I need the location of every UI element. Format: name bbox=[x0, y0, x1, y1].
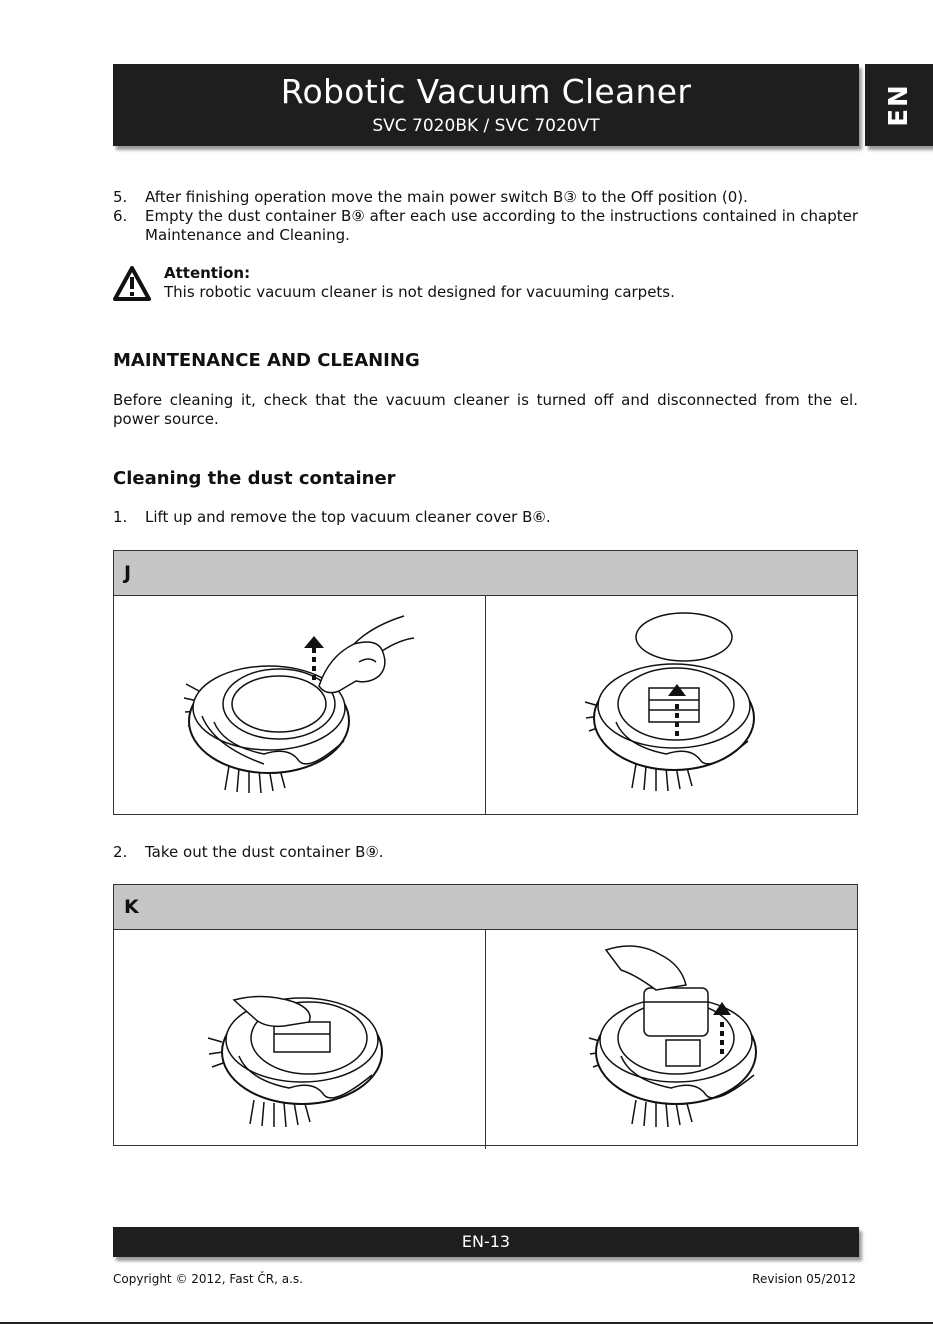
maintenance-paragraph: Before cleaning it, check that the vacuum cleaner is turned off and disconnected from the el. power source. bbox=[113, 391, 858, 428]
step-number: 5. bbox=[113, 188, 128, 206]
revision-text: Revision 05/2012 bbox=[752, 1272, 856, 1286]
step-text: After finishing operation move the main power switch B③ to the Off position (0). bbox=[145, 188, 748, 206]
step-2 bbox=[113, 843, 858, 862]
attention-text: This robotic vacuum cleaner is not designed for vacuuming carpets. bbox=[164, 283, 675, 301]
subsection-heading-dust-container: Cleaning the dust container bbox=[113, 468, 396, 489]
document-title: Robotic Vacuum Cleaner bbox=[280, 72, 692, 111]
attention-title: Attention: bbox=[164, 264, 251, 282]
robot-container-removal-illustration bbox=[486, 930, 858, 1146]
language-tab bbox=[865, 64, 933, 146]
figure-k-panel-right bbox=[485, 930, 857, 1149]
warning-icon bbox=[113, 266, 151, 301]
step-text: Lift up and remove the top vacuum cleaner cover B⑥. bbox=[145, 508, 551, 526]
page-number: EN-13 bbox=[461, 1232, 511, 1251]
robot-cover-lift-illustration bbox=[114, 596, 486, 815]
page-header bbox=[113, 64, 859, 146]
robot-cover-removed-illustration bbox=[486, 596, 858, 815]
attention-notice bbox=[113, 264, 858, 304]
figure-label: K bbox=[114, 885, 857, 930]
step-6 bbox=[113, 207, 858, 245]
figure-label: J bbox=[114, 551, 857, 596]
section-heading-maintenance: MAINTENANCE AND CLEANING bbox=[113, 350, 420, 371]
step-5 bbox=[113, 188, 858, 207]
figure-j-panel-right bbox=[485, 596, 857, 815]
step-1 bbox=[113, 508, 858, 527]
step-number: 2. bbox=[113, 843, 128, 861]
language-label: EN bbox=[884, 83, 914, 127]
page-number-bar bbox=[113, 1227, 859, 1257]
step-text: Take out the dust container B⑨. bbox=[145, 843, 384, 861]
step-number: 1. bbox=[113, 508, 128, 526]
step-text: Empty the dust container B⑨ after each use according to the instructions contained in chapter Maintenance and Cleaning. bbox=[145, 207, 858, 244]
model-numbers: SVC 7020BK / SVC 7020VT bbox=[372, 116, 600, 136]
robot-container-grip-illustration bbox=[114, 930, 486, 1146]
figure-k bbox=[113, 884, 858, 1146]
figure-k-panel-left bbox=[114, 930, 485, 1149]
figure-j bbox=[113, 550, 858, 815]
step-number: 6. bbox=[113, 207, 128, 225]
copyright-text: Copyright © 2012, Fast ČR, a.s. bbox=[113, 1272, 303, 1286]
figure-j-panel-left bbox=[114, 596, 485, 815]
